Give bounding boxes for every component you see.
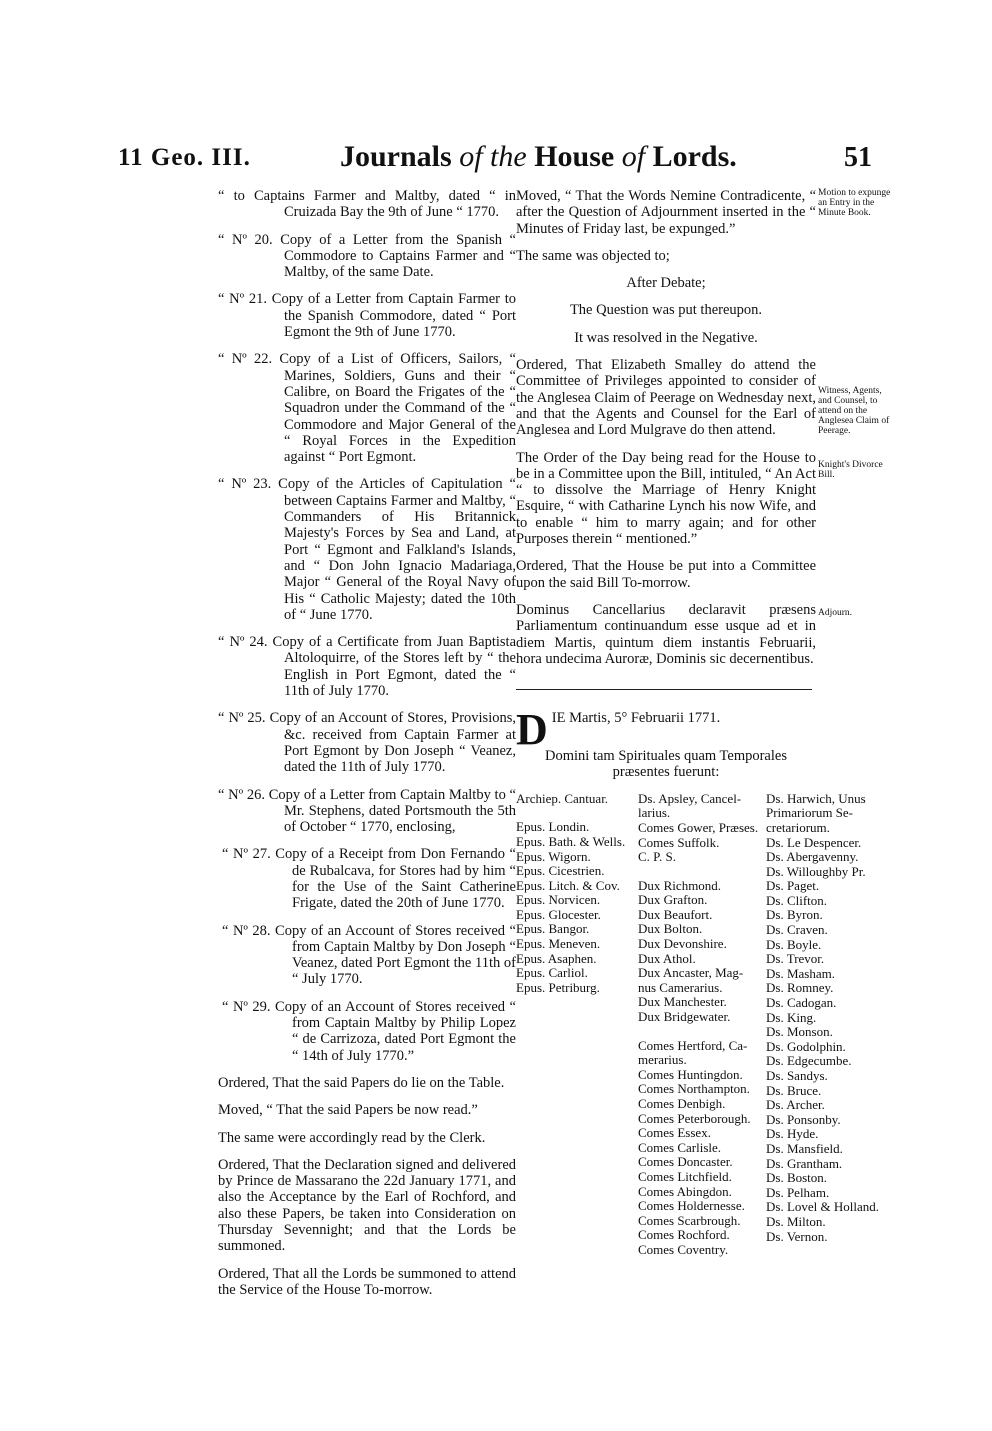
lord-entry: Epus. Wigorn. <box>516 848 591 864</box>
lord-entry <box>638 865 764 879</box>
sitting-date <box>516 705 816 755</box>
lord-entry: Comes Doncaster. <box>638 1154 733 1170</box>
lord-entry: Comes Hertford, Ca- <box>638 1037 748 1053</box>
page-header <box>118 140 878 180</box>
motion-read-papers: Moved, “ That the said Papers be now read.” <box>218 1102 478 1119</box>
lord-entry: merarius. <box>638 1052 687 1068</box>
lord-entry: Dux Athol. <box>638 950 696 966</box>
lord-entry: Dux Ancaster, Mag- <box>638 965 744 981</box>
lord-entry: Ds. Willoughby Pr. <box>766 863 866 879</box>
lord-entry: Epus. Asaphen. <box>516 950 597 966</box>
paper-item-24: “ Nº 24. Copy of a Certificate from Juan Baptista Altoloquirre, of the Stores left by “ the English in Port Egmont, dated the “ 11th of July 1770. <box>218 634 516 700</box>
lord-entry: Comes Gower, Præses. <box>638 819 759 835</box>
lords-present-lists <box>516 790 880 1257</box>
lord-entry <box>638 1025 764 1039</box>
note-adjourn: Adjourn. <box>818 608 853 618</box>
title-part-journals: Journals <box>340 140 452 173</box>
dropcap: D <box>516 705 548 755</box>
lord-entry: Ds. Sandys. <box>766 1068 828 1083</box>
lord-entry: Ds. Craven. <box>766 922 828 938</box>
lord-entry: Ds. Trevor. <box>766 951 825 967</box>
journal-title <box>340 140 737 174</box>
paper-item-21: “ Nº 21. Copy of a Letter from Captain Farmer to the Spanish Commodore, dated “ Port Egmont the 9th of June 1770. <box>218 291 516 341</box>
paper-item-25: “ Nº 25. Copy of an Account of Stores, Provisions, &c. received from Captain Farmer at Port Egmont by Don Joseph “ Veanez, dated the 11th of July 1770. <box>218 710 516 776</box>
lord-entry: Comes Suffolk. <box>638 834 720 850</box>
lord-entry: Epus. Norvicen. <box>516 892 601 908</box>
left-column <box>218 188 516 1309</box>
sitting-date-text: IE Martis, 5° Februarii 1771. <box>551 710 721 727</box>
paper-item-22: “ Nº 22. Copy of a List of Officers, Sailors, “ Marines, Soldiers, Guns and their “ Calibre, on Board the Frigates of the “ Squadron under the Command of the “ Commodore and Major General of the “ Royal Forces in the Expedition against “ Port Egmont. <box>218 351 516 466</box>
lord-entry: Dux Richmond. <box>638 877 722 893</box>
lord-entry: Ds. Pelham. <box>766 1184 830 1200</box>
lord-entry: Dux Devonshire. <box>638 936 727 952</box>
lord-entry: Epus. Bath. & Wells. <box>516 833 626 849</box>
lord-entry: Ds. Monson. <box>766 1024 833 1040</box>
resolved-negative: It was resolved in the Negative. <box>574 329 758 346</box>
lord-entry: Epus. Meneven. <box>516 936 601 952</box>
lord-entry: Ds. Lovel & Holland. <box>766 1199 880 1215</box>
lord-entry: Ds. Apsley, Cancel- <box>638 790 742 806</box>
list-temporal-2 <box>766 790 880 1244</box>
note-motion: Motion to expunge an Entry in the Minute Book. <box>818 188 891 218</box>
lord-entry: Ds. Vernon. <box>766 1228 828 1244</box>
lord-entry: Comes Rochford. <box>638 1227 730 1243</box>
lord-entry: Ds. Boston. <box>766 1170 828 1186</box>
lord-entry: Ds. Romney. <box>766 980 834 996</box>
list-temporal-1 <box>638 792 764 1258</box>
note-divorce: Knight's Divorce Bill. <box>818 460 883 480</box>
note-witness: Witness, Agents, and Counsel, to attend on the Anglesea Claim of Peerage. <box>818 386 890 436</box>
lord-entry: Epus. Glocester. <box>516 906 601 922</box>
lord-entry: Ds. Grantham. <box>766 1155 843 1171</box>
lord-entry: Ds. Boyle. <box>766 936 822 952</box>
lord-entry: Epus. Litch. & Cov. <box>516 877 620 893</box>
paper-item-27: “ Nº 27. Copy of a Receipt from Don Fernando “ de Rubalcava, for Stores had by him “ for the Use of the Saint Catherine Frigate, dated the 20th of June 1770. <box>222 846 516 912</box>
title-part-of: of <box>621 140 646 173</box>
motion-expunge: Moved, “ That the Words Nemine Contradicente, “ after the Question of Adjournment inserted in the “ Minutes of Friday last, be expunged.” <box>516 188 816 237</box>
lord-entry: Ds. King. <box>766 1009 817 1025</box>
lord-entry: Dux Bridgewater. <box>638 1009 731 1025</box>
lord-entry: Ds. Byron. <box>766 907 823 923</box>
lord-entry: Archiep. Cantuar. <box>516 790 609 806</box>
lord-entry: nus Camerarius. <box>638 979 723 995</box>
adjournment: Dominus Cancellarius declaravit præsens Parliamentum continuandum esse usque ad et in diem Martis, quintum diem instantis Februarii, hora undecima Auroræ, Dominis sic decernentibus. <box>516 601 816 667</box>
question-put: The Question was put thereupon. <box>569 302 763 319</box>
lord-entry: Epus. Cicestrien. <box>516 863 605 879</box>
paper-item-23: “ Nº 23. Copy of the Articles of Capitulation “ between Captains Farmer and Maltby, “ Commanders of His Britannick Majesty's Forces by Sea and Land, at Port “ Egmont and Falkland's Islands, and “ Don John Ignacio Madariaga, Major “ General of the Royal Navy of His “ Catholic Majesty; dated the 10th of “ June 1770. <box>218 476 516 623</box>
lord-entry: Ds. Archer. <box>766 1097 825 1113</box>
list-spiritual <box>516 792 636 996</box>
lord-entry: Comes Carlisle. <box>638 1139 722 1155</box>
lord-entry: Dux Beaufort. <box>638 906 713 922</box>
lord-entry: Ds. Cadogan. <box>766 995 837 1011</box>
lord-entry: Dux Manchester. <box>638 994 727 1010</box>
lord-entry: Comes Northampton. <box>638 1081 750 1097</box>
lord-entry: Ds. Edgecumbe. <box>766 1053 852 1069</box>
order-lords-summoned: Ordered, That all the Lords be summoned to attend the Service of the House To-morrow. <box>218 1265 516 1298</box>
lord-entry: Ds. Ponsonby. <box>766 1111 841 1127</box>
lord-entry: Comes Denbigh. <box>638 1096 726 1111</box>
lord-entry: C. P. S. <box>638 849 676 865</box>
divorce-bill-order: The Order of the Day being read for the House to be in a Committee upon the Bill, intituled, “ An Act “ to dissolve the Marriage of Henry Knight Esquire, “ with Catharine Lynch his now Wife, and to enable “ him to marry again; and for other Purposes therein “ mentioned.” <box>516 449 816 548</box>
lord-entry: Ds. Hyde. <box>766 1126 819 1142</box>
objection: The same was objected to; <box>516 247 670 264</box>
lord-entry: Comes Essex. <box>638 1125 711 1141</box>
after-debate: After Debate; <box>626 275 706 292</box>
lord-entry: larius. <box>638 805 671 821</box>
title-part-house: House <box>534 140 615 173</box>
paper-item-20: “ Nº 20. Copy of a Letter from the Spanish “ Commodore to Captains Farmer and “ Maltby, of the same Date. <box>218 231 516 281</box>
title-part-lords: Lords. <box>652 140 737 173</box>
lord-entry: Comes Scarbrough. <box>638 1212 741 1228</box>
order-committee: Ordered, That the House be put into a Committee upon the said Bill To-morrow. <box>516 558 816 591</box>
page-number: 51 <box>844 142 872 173</box>
order-declaration: Ordered, That the Declaration signed and delivered by Prince de Massarano the 22d January 1771, and also the Acceptance by the Earl of Rochford, and also these Papers, be taken into Consideration on Thursday Sevennight; and that the Lords be summoned. <box>218 1156 516 1255</box>
lord-entry: Dux Bolton. <box>638 921 703 937</box>
lord-entry: Primariorum Se- <box>766 805 854 821</box>
lord-entry: Comes Coventry. <box>638 1241 729 1257</box>
lord-entry: Ds. Bruce. <box>766 1082 822 1098</box>
lord-entry: Ds. Masham. <box>766 965 835 981</box>
lord-entry: Ds. Abergavenny. <box>766 849 859 865</box>
order-witness: Ordered, That Elizabeth Smalley do attend the Committee of Privileges appointed to consider of the Anglesea Claim of Peerage on Wednesday next, and that the Agents and Counsel for the Earl of Anglesea and Lord Mulgrave do then attend. <box>516 357 816 439</box>
lord-entry: Comes Holdernesse. <box>638 1198 745 1214</box>
paper-item-19-cont: “ to Captains Farmer and Maltby, dated “ in Cruizada Bay the 9th of June “ 1770. <box>218 188 516 221</box>
lord-entry: Epus. Bangor. <box>516 921 590 937</box>
lord-entry: Comes Abingdon. <box>638 1183 732 1199</box>
paper-item-28: “ Nº 28. Copy of an Account of Stores received “ from Captain Maltby by Don Joseph “ Veanez, dated Port Egmont the 11th of “ July 1770. <box>222 922 516 988</box>
title-part-of-the: of the <box>459 140 527 173</box>
lord-entry: Dux Grafton. <box>638 892 708 908</box>
lord-entry: Epus. Londin. <box>516 819 590 835</box>
lord-entry: Comes Huntingdon. <box>638 1066 743 1082</box>
lord-entry: Ds. Le Despencer. <box>766 834 862 850</box>
paper-item-29: “ Nº 29. Copy of an Account of Stores received “ from Captain Maltby by Philip Lopez “ de Carrizoza, dated Port Egmont the “ 14th of July 1770.” <box>222 998 516 1064</box>
lord-entry <box>516 806 636 820</box>
lords-present-heading: Domini tam Spirituales quam Temporales præsentes fuerunt: <box>545 748 787 781</box>
lord-entry: Ds. Clifton. <box>766 892 828 908</box>
papers-read-by-clerk: The same were accordingly read by the Clerk. <box>218 1129 486 1146</box>
lord-entry: Ds. Godolphin. <box>766 1038 846 1054</box>
lord-entry: Epus. Petriburg. <box>516 979 600 995</box>
lord-entry: Ds. Mansfield. <box>766 1140 843 1156</box>
lord-entry: Comes Peterborough. <box>638 1110 751 1126</box>
paper-item-26: “ Nº 26. Copy of a Letter from Captain Maltby to “ Mr. Stephens, dated Portsmouth the 5th of October “ 1770, enclosing, <box>218 786 516 836</box>
order-papers-lie: Ordered, That the said Papers do lie on the Table. <box>218 1074 505 1091</box>
lord-entry: Comes Litchfield. <box>638 1168 732 1184</box>
section-divider <box>516 689 812 690</box>
lord-entry: Ds. Harwich, Unus <box>766 790 866 806</box>
lord-entry: cretariorum. <box>766 819 830 835</box>
lord-entry: Epus. Carliol. <box>516 965 588 981</box>
regnal-year: 11 Geo. III. <box>118 144 251 171</box>
lord-entry: Ds. Milton. <box>766 1213 826 1229</box>
lord-entry: Ds. Paget. <box>766 878 820 894</box>
